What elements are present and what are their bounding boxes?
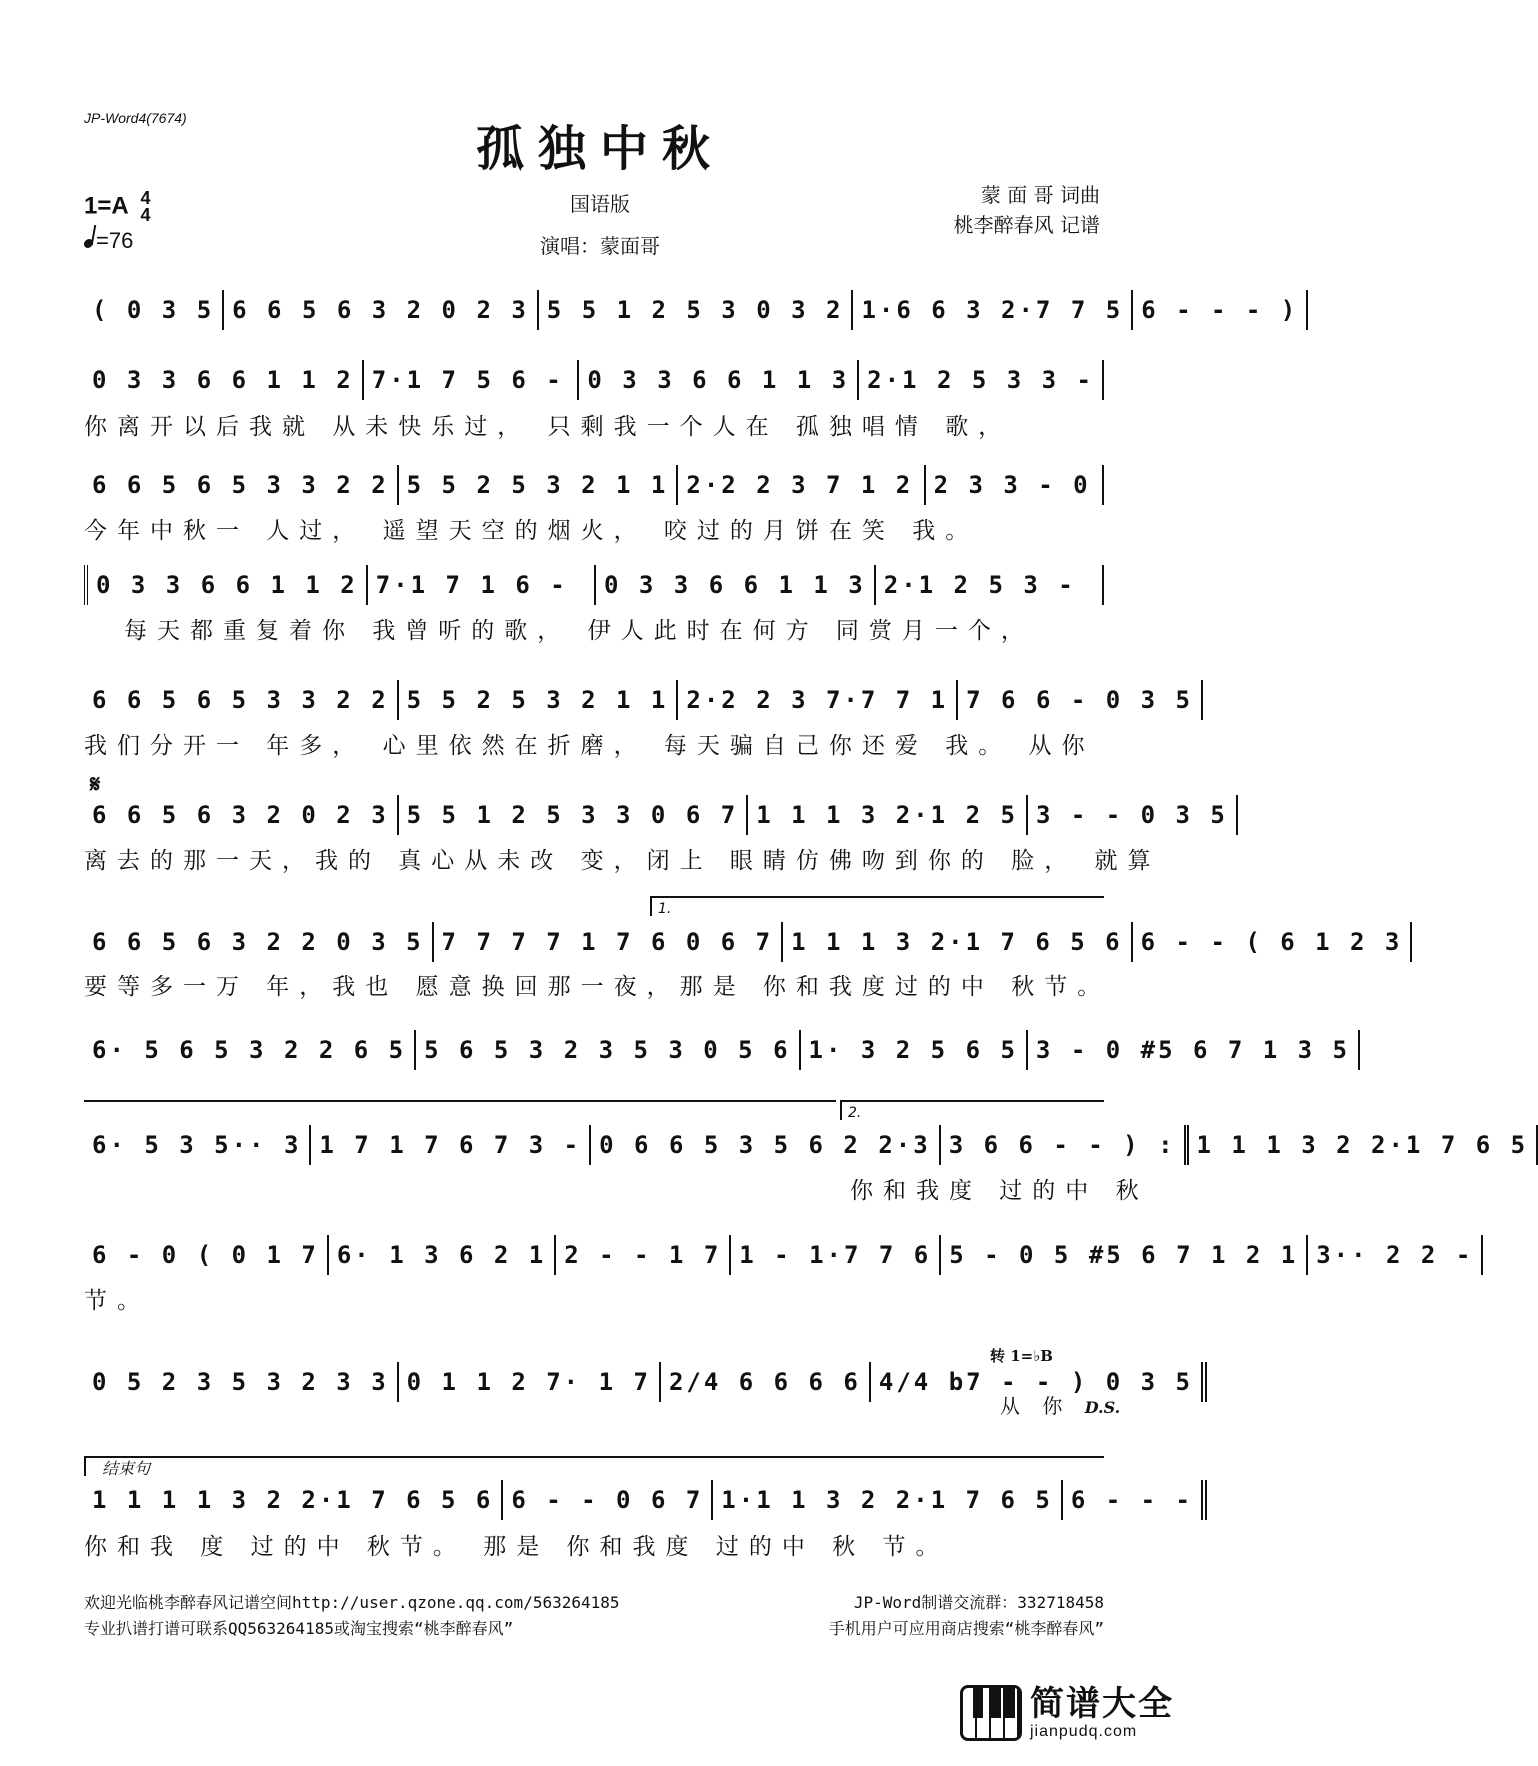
lyric-line: 节。 — [84, 1288, 150, 1314]
ending-bracket — [84, 1456, 1104, 1476]
measure: 7 6 6 - 0 3 5 — [958, 680, 1203, 720]
measure: 2·2 2 3 7·7 7 1 — [678, 680, 958, 720]
footer-app: 手机用户可应用商店搜索“桃李醉春风” — [828, 1619, 1104, 1638]
measure: 6 6 5 6 3 2 2 0 3 5 — [84, 922, 434, 962]
measure: 5 5 2 5 3 2 1 1 — [399, 680, 679, 720]
score-row — [84, 1235, 1474, 1275]
measure: 5 5 2 5 3 2 1 1 — [399, 465, 679, 505]
measure: 6 6 5 6 5 3 3 2 2 — [84, 465, 399, 505]
measure: 6 - - - — [1063, 1480, 1207, 1520]
measure: 5 5 1 2 5 3 3 0 6 7 — [399, 795, 749, 835]
measure: 2 - - 1 7 — [556, 1235, 731, 1275]
measure: 5 - 0 5 #5 6 7 1 2 1 — [941, 1235, 1308, 1275]
measure: 6 - 0 ( 0 1 7 — [84, 1235, 329, 1275]
lyric-line: 你离开以后我就 从未快乐过， 只剩我一个人在 孤独唱情 歌， — [84, 414, 1012, 440]
measure: 3·· 2 2 - — [1308, 1235, 1483, 1275]
score-row — [84, 290, 1299, 330]
lyric-line: 你和我度 过的中 秋 — [850, 1178, 1149, 1204]
measure: 1 - 1·7 7 6 — [731, 1235, 941, 1275]
credits — [954, 180, 1100, 240]
volta-bracket-2 — [840, 1100, 1104, 1120]
score-row — [84, 795, 1228, 835]
measure: 6· 5 6 5 3 2 2 6 5 — [84, 1030, 416, 1070]
ending-label: 结束句 — [102, 1459, 151, 1478]
measure: 6 6 5 6 5 3 3 2 2 — [84, 680, 399, 720]
version-label: 国语版 — [570, 192, 630, 216]
measure: 3 6 6 - - ) : — [941, 1125, 1189, 1165]
measure: 0 3 3 6 6 1 1 3 — [596, 565, 876, 605]
score-row — [84, 565, 1104, 605]
tempo-value: =76 — [96, 228, 134, 253]
score-row — [84, 1030, 1351, 1070]
measure: 3 - 0 #5 6 7 1 3 5 — [1028, 1030, 1360, 1070]
measure: 0 3 3 6 6 1 1 2 — [84, 360, 364, 400]
key-text: 1=A — [84, 192, 128, 220]
volta-label-1: 1. — [658, 901, 672, 917]
measure: 1 1 1 3 2·1 7 6 5 6 — [783, 922, 1133, 962]
score-row — [84, 1480, 1193, 1520]
measure: 6 6 5 6 3 2 0 2 3 — [224, 290, 539, 330]
measure: 7·1 7 5 6 - — [364, 360, 580, 400]
measure: 1· 3 2 5 6 5 — [801, 1030, 1028, 1070]
modulation-mark: 转 1=♭B — [990, 1347, 1053, 1365]
measure: 1 7 1 7 6 7 3 - — [311, 1125, 591, 1165]
measure: 6 - - 0 6 7 — [503, 1480, 713, 1520]
score-row — [84, 1125, 1529, 1165]
measure: 1·1 1 3 2 2·1 7 6 5 — [713, 1480, 1063, 1520]
transcriber-credit: 桃李醉春风 记谱 — [953, 213, 1100, 237]
measure: 1·6 6 3 2·7 7 5 — [853, 290, 1133, 330]
volta-bracket-1 — [650, 896, 1104, 916]
brand-url: jianpudq.com — [1030, 1723, 1138, 1740]
measure: 2 3 3 - 0 — [926, 465, 1104, 505]
score-row — [84, 1362, 1193, 1402]
ds-instruction — [1000, 1390, 1120, 1419]
ds-lyric: 从 你 — [1000, 1394, 1071, 1418]
measure: 0 1 1 2 7· 1 7 — [399, 1362, 661, 1402]
lyric-line: 每天都重复着你 我曾听的歌， 伊人此时在何方 同赏月一个， — [124, 618, 1034, 644]
footer-line-1 — [84, 1590, 1104, 1613]
measure: 2·2 2 3 7 1 2 — [678, 465, 925, 505]
lyric-line: 要等多一万 年，我也 愿意换回那一夜，那是 你和我度过的中 秋节。 — [84, 974, 1111, 1000]
song-title: 孤独中秋 — [475, 121, 724, 177]
measure: 0 3 3 6 6 1 1 2 — [84, 565, 368, 605]
measure: 5 5 1 2 5 3 0 3 2 — [539, 290, 854, 330]
measure: 1 1 1 3 2·1 2 5 — [748, 795, 1028, 835]
score-row — [84, 922, 1403, 962]
footer-website: 欢迎光临桃李醉春风记谱空间http://user.qzone.qq.com/563264185 — [84, 1593, 620, 1612]
measure: 5 6 5 3 2 3 5 3 0 5 6 — [416, 1030, 800, 1070]
measure: 7·1 7 1 6 - — [368, 565, 596, 605]
score-row — [84, 680, 1193, 720]
composer-credit: 蒙 面 哥 词曲 — [980, 183, 1100, 207]
measure: 6 6 5 6 3 2 0 2 3 — [84, 795, 399, 835]
measure: 4/4 b7 - - ) 0 3 5 — [871, 1362, 1207, 1402]
software-label: JP-Word4(7674) — [84, 110, 187, 126]
measure: 3 - - 0 3 5 — [1028, 795, 1238, 835]
measure: 1 1 1 3 2 2·1 7 6 5 — [1189, 1125, 1538, 1165]
lyric-line: 你和我 度 过的中 秋节。 那是 你和我度 过的中 秋 节。 — [84, 1534, 949, 1560]
footer-contact: 专业扒谱打谱可联系QQ563264185或淘宝搜索“桃李醉春风” — [84, 1619, 514, 1638]
score-row — [84, 465, 1104, 505]
measure: 6· 5 3 5·· 3 — [84, 1125, 311, 1165]
measure: 7 7 7 7 1 7 6 0 6 7 — [434, 922, 784, 962]
measure: 6 - - ( 6 1 2 3 — [1133, 922, 1413, 962]
measure: 2·1 2 5 3 - — [876, 565, 1104, 605]
measure: 6· 1 3 6 2 1 — [329, 1235, 556, 1275]
brand-logo — [960, 1678, 1180, 1748]
time-top: 4 — [140, 188, 151, 208]
measure: 0 5 2 3 5 3 2 3 3 — [84, 1362, 399, 1402]
footer-group: JP-Word制谱交流群：332718458 — [853, 1593, 1104, 1612]
measure: 2/4 6 6 6 6 — [661, 1362, 871, 1402]
segno-mark: 𝄋 — [90, 770, 101, 798]
time-bottom: 4 — [140, 205, 151, 225]
system-rule — [84, 1100, 836, 1102]
measure: 6 - - - ) — [1133, 290, 1308, 330]
lyric-line: 离去的那一天，我的 真心从未改 变，闭上 眼睛仿佛吻到你的 脸， 就算 — [84, 848, 1161, 874]
ds-mark: D.S. — [1084, 1398, 1121, 1417]
measure: ( 0 3 5 — [84, 290, 224, 330]
piano-icon — [960, 1685, 1022, 1741]
score-row — [84, 360, 1104, 400]
measure: 2·1 2 5 3 3 - — [859, 360, 1104, 400]
lyric-line: 我们分开一 年多， 心里依然在折磨， 每天骗自己你还爱 我。 从你 — [84, 733, 1095, 759]
footer-line-2 — [84, 1616, 1104, 1639]
measure: 1 1 1 1 3 2 2·1 7 6 5 6 — [84, 1480, 503, 1520]
measure: 0 3 3 6 6 1 1 3 — [579, 360, 859, 400]
volta-label-2: 2. — [848, 1105, 862, 1121]
measure: 0 6 6 5 3 5 6 2 2·3 — [591, 1125, 941, 1165]
singer-label: 演唱：蒙面哥 — [540, 234, 660, 258]
lyric-line: 今年中秋一 人过， 遥望天空的烟火， 咬过的月饼在笑 我。 — [84, 518, 979, 544]
brand-name: 简谱大全 — [1030, 1684, 1174, 1724]
